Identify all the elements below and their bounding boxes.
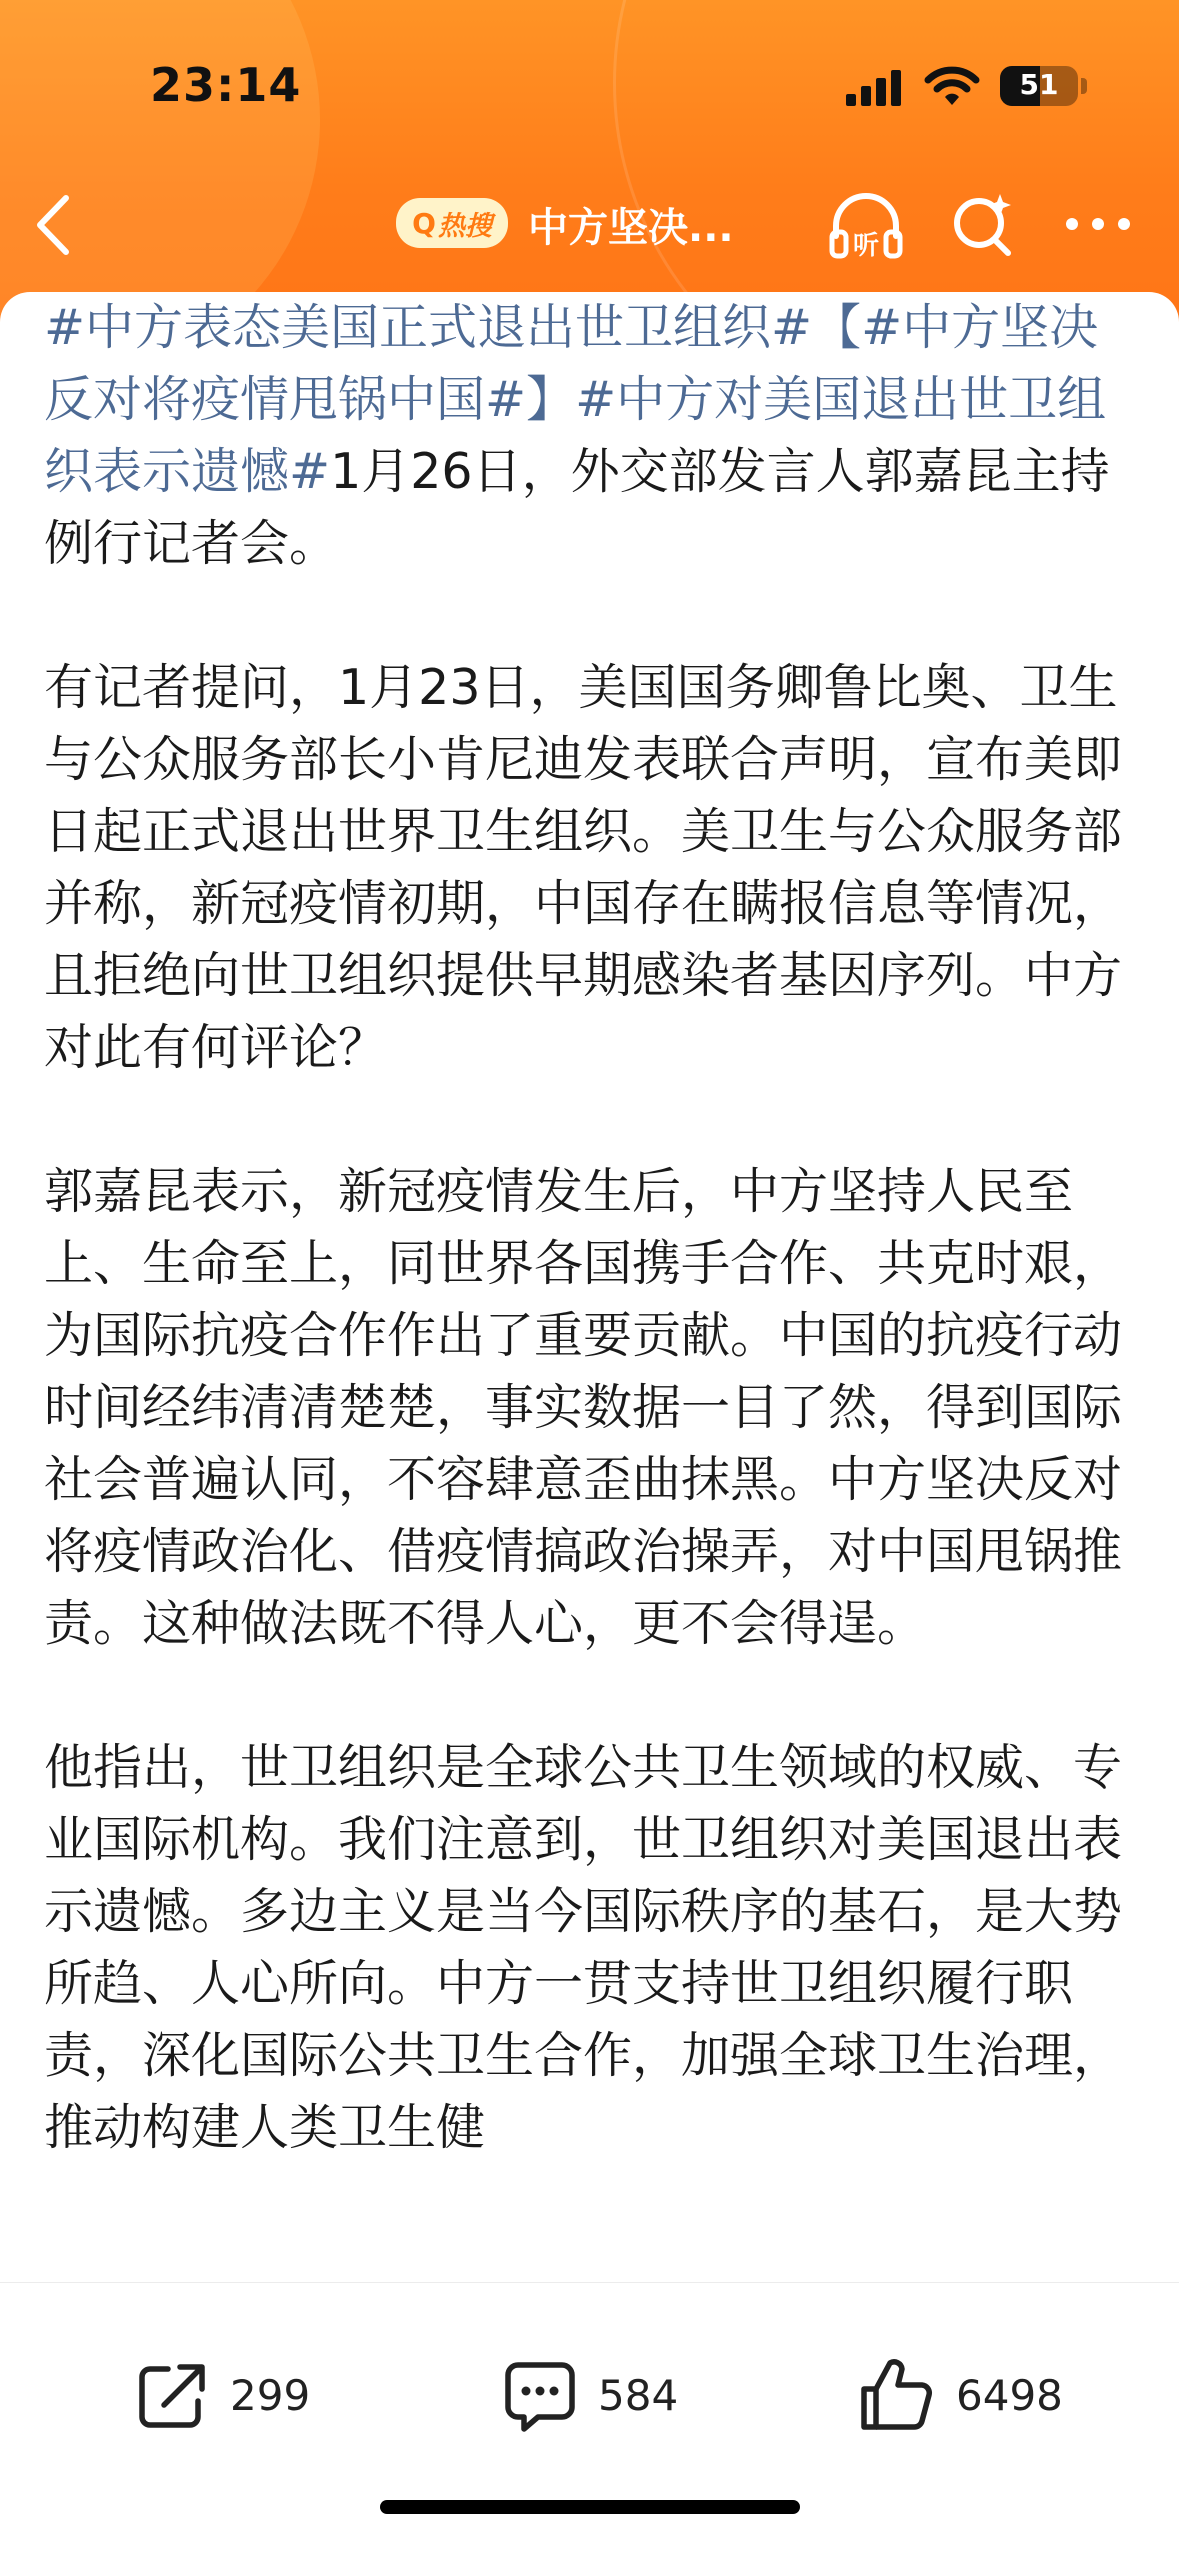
bottom-action-bar: [0, 2282, 1179, 2556]
article-paragraph: 郭嘉昆表示，新冠疫情发生后，中方坚持人民至上、生命至上，同世界各国携手合作、共克时艰，为国际抗疫合作作出了重要贡献。中国的抗疫行动时间经纬清清楚楚，事实数据一目了然，得到国际社会普遍认同，不容肆意歪曲抹黑。中方坚决反对将疫情政治化、借疫情搞政治操弄，对中国甩锅推责。这种做法既不得人心，更不会得逞。: [44, 1163, 1123, 1652]
listen-label: 听: [852, 231, 880, 261]
home-indicator[interactable]: [380, 2500, 800, 2514]
article-card: [0, 292, 1179, 2282]
like-button[interactable]: [856, 2355, 1063, 2435]
article-paragraph: [44, 292, 1134, 580]
share-count: 299: [230, 2370, 311, 2420]
page-title: 中方坚决...: [528, 205, 734, 251]
search-icon[interactable]: [948, 190, 1018, 260]
article-text: 1月26日，外交部发言人郭嘉昆主持例行记者会。: [44, 443, 1110, 572]
thumbs-up-icon: [856, 2355, 936, 2435]
article-paragraph: 有记者提问，1月23日，美国国务卿鲁比奥、卫生与公众服务部长小肯尼迪发表联合声明，宣布美即日起正式退出世界卫生组织。美卫生与公众服务部并称，新冠疫情初期，中国存在瞒报信息等情况，且拒绝向世卫组织提供早期感染者基因序列。中方对此有何评论？: [44, 659, 1123, 1076]
chevron-left-icon[interactable]: [28, 190, 78, 260]
share-icon: [134, 2357, 210, 2433]
battery-icon: [1000, 66, 1078, 106]
article-paragraph: 他指出，世卫组织是全球公共卫生领域的权威、专业国际机构。我们注意到，世卫组织对美国退出表示遗憾。多边主义是当今国际秩序的基石，是大势所趋、人心所向。中方一贯支持世卫组织履行职责，深化国际公共卫生合作，加强全球卫生治理，推动构建人类卫生健: [44, 1739, 1123, 2156]
headphones-icon[interactable]: [826, 188, 906, 264]
cellular-signal-icon: [846, 70, 904, 106]
status-time: 23:14: [150, 58, 302, 112]
topic-link[interactable]: #中方表态美国正式退出世卫组织#: [44, 299, 813, 356]
hot-badge-label: 热搜: [437, 210, 492, 242]
share-button[interactable]: [134, 2355, 310, 2435]
more-icon[interactable]: [1066, 212, 1136, 236]
article-body: [44, 292, 1134, 2236]
comment-count: 584: [598, 2370, 679, 2420]
topic-link[interactable]: 【#中方坚决反对将疫情甩锅中国#】: [44, 299, 1099, 428]
battery-tip: [1081, 78, 1087, 94]
hot-search-badge[interactable]: [396, 198, 508, 248]
header-background: [0, 0, 1179, 340]
battery-percentage: 51: [1019, 68, 1059, 101]
wifi-icon: [924, 64, 980, 108]
comment-button[interactable]: [502, 2355, 678, 2435]
like-count: 6498: [956, 2370, 1063, 2420]
topic-link[interactable]: #中方对美国退出世卫组织表示遗憾#: [44, 371, 1107, 500]
hot-badge-q-icon: Q: [412, 206, 436, 240]
comment-icon: [502, 2357, 578, 2433]
